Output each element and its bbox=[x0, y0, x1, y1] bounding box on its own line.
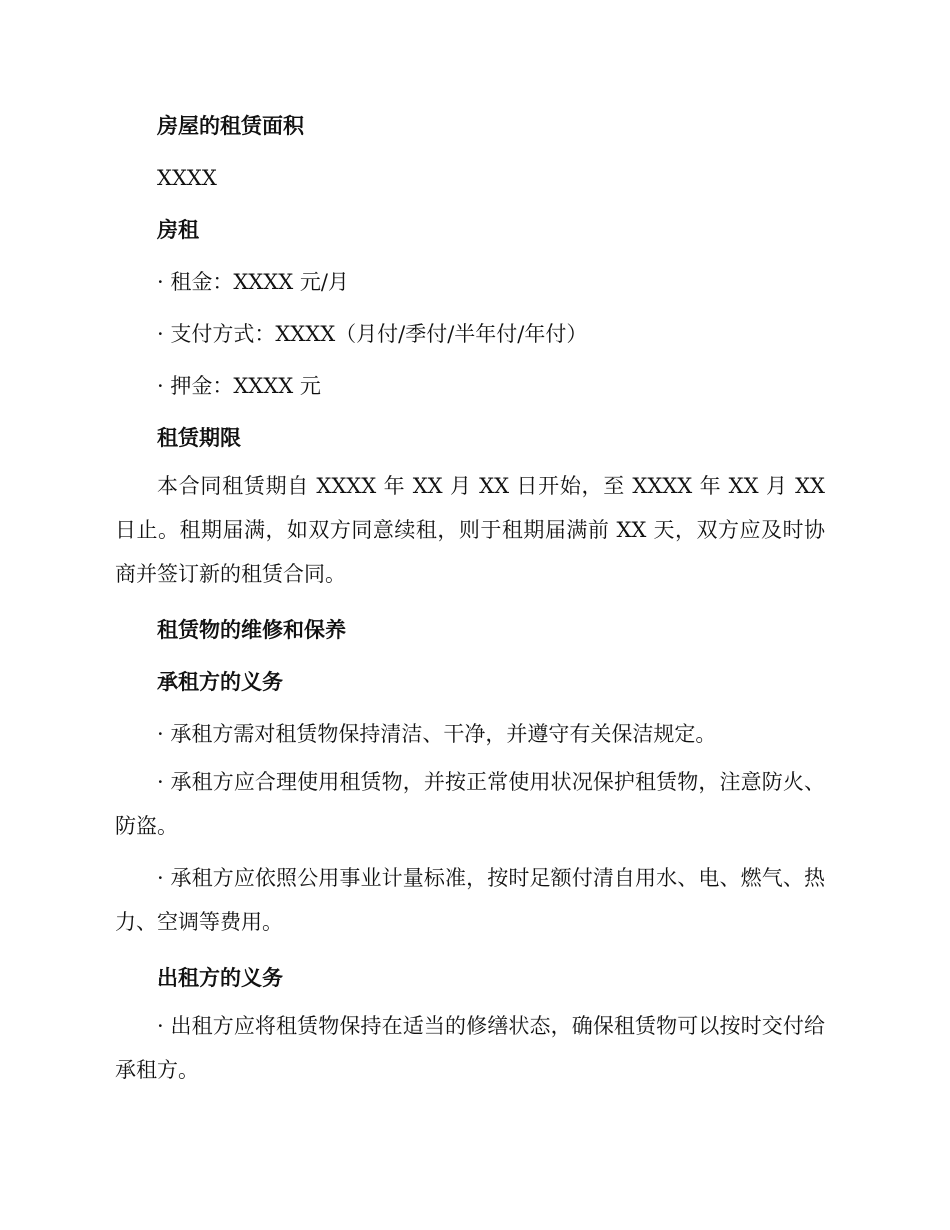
rent-item-amount: · 租金：XXXX 元/月 bbox=[157, 270, 349, 294]
heading-rent: 房租 bbox=[157, 218, 199, 242]
rent-item-payment-method: · 支付方式：XXXX（月付/季付/半年付/年付） bbox=[157, 322, 588, 346]
lessor-obligation-item: · 出租方应将租赁物保持在适当的修缮状态，确保租赁物可以按时交付给承租方。 bbox=[115, 1014, 825, 1082]
lessee-obligation-item: · 承租方应合理使用租赁物，并按正常使用状况保护租赁物，注意防火、防盗。 bbox=[115, 770, 825, 838]
heading-lessor-obligations: 出租方的义务 bbox=[157, 966, 283, 990]
heading-maintenance: 租赁物的维修和保养 bbox=[157, 618, 346, 642]
document-page bbox=[115, 100, 825, 1100]
rent-item-deposit: · 押金：XXXX 元 bbox=[157, 374, 321, 398]
lease-term-paragraph: 本合同租赁期自 XXXX 年 XX 月 XX 日开始，至 XXXX 年 XX 月 XX 日止。租期届满，如双方同意续租，则于租期届满前 XX 天，双方应及时协商并签订新的租赁合同。 bbox=[115, 474, 825, 586]
lessee-obligation-item: · 承租方需对租赁物保持清洁、干净，并遵守有关保洁规定。 bbox=[157, 722, 717, 746]
heading-rental-area: 房屋的租赁面积 bbox=[157, 114, 304, 138]
heading-lessee-obligations: 承租方的义务 bbox=[157, 670, 283, 694]
heading-lease-term: 租赁期限 bbox=[157, 426, 241, 450]
lessee-obligation-item: · 承租方应依照公用事业计量标准，按时足额付清自用水、电、燃气、热力、空调等费用。 bbox=[115, 866, 825, 934]
rental-area-value: XXXX bbox=[157, 166, 217, 190]
